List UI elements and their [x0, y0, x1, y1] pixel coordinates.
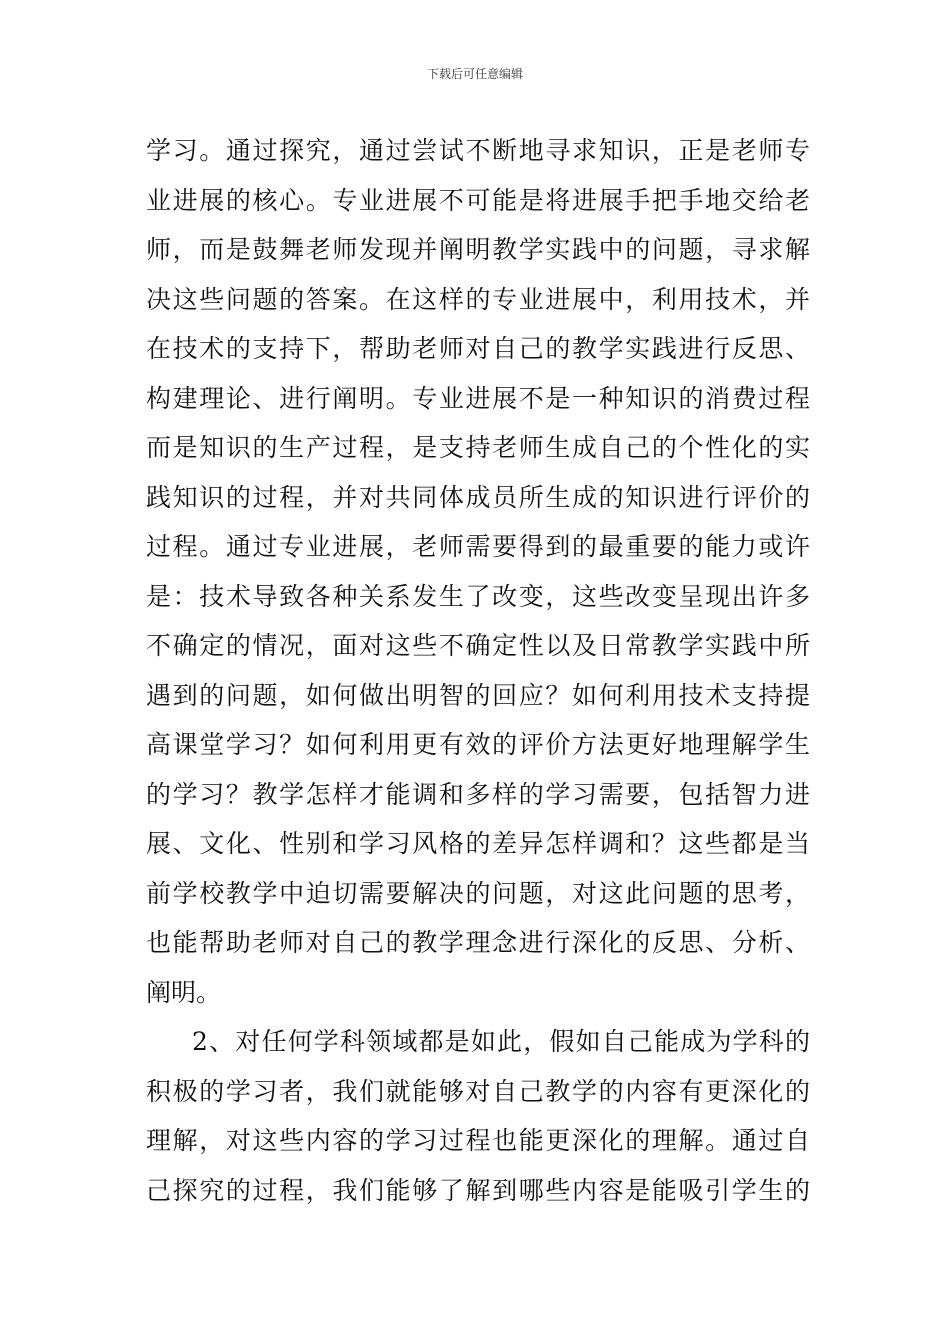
- text-line: 高课堂学习？如何利用更有效的评价方法更好地理解学生: [146, 730, 810, 759]
- text-line: 理解，对这些内容的学习过程也能更深化的理解。通过自: [146, 1126, 810, 1155]
- text-line: 展、文化、性别和学习风格的差异怎样调和？这些都是当: [146, 829, 810, 858]
- text-line: 决这些问题的答案。在这样的专业进展中，利用技术，并: [146, 284, 810, 314]
- text-line: 过程。通过专业进展，老师需要得到的最重要的能力或许: [146, 532, 810, 561]
- text-line: 的学习？教学怎样才能调和多样的学习需要，包括智力进: [146, 779, 810, 809]
- text-line: 前学校教学中迫切需要解决的问题，对这此问题的思考，: [146, 878, 810, 908]
- text-line: 也能帮助老师对自己的教学理念进行深化的反思、分析、: [146, 928, 810, 957]
- text-line: 业进展的核心。专业进展不可能是将进展手把手地交给老: [146, 185, 810, 215]
- text-line: 不确定的情况，面对这些不确定性以及日常教学实践中所: [146, 631, 810, 660]
- text-line: 构建理论、进行阐明。专业进展不是一种知识的消费过程: [146, 383, 810, 413]
- text-line: 学习。通过探究，通过尝试不断地寻求知识，正是老师专: [146, 136, 810, 165]
- text-line: 己探究的过程，我们能够了解到哪些内容是能吸引学生的: [146, 1175, 810, 1205]
- text-line: 是：技术导致各种关系发生了改变，这些改变呈现出许多: [146, 581, 810, 611]
- text-line: 遇到的问题，如何做出明智的回应？如何利用技术支持提: [146, 680, 810, 710]
- text-line: 积极的学习者，我们就能够对自己教学的内容有更深化的: [146, 1076, 810, 1106]
- text-line: 阐明。: [146, 977, 222, 1007]
- text-line: 在技术的支持下，帮助老师对自己的教学实践进行反思、: [146, 334, 810, 363]
- body-text: [146, 126, 810, 1215]
- text-line: 师，而是鼓舞老师发现并阐明教学实践中的问题，寻求解: [146, 235, 810, 264]
- text-line: 而是知识的生产过程，是支持老师生成自己的个性化的实: [146, 433, 810, 462]
- text-line: 践知识的过程，并对共同体成员所生成的知识进行评价的: [146, 482, 810, 512]
- text-line-paragraph-start: 2、对任何学科领域都是如此，假如自己能成为学科的: [192, 1027, 810, 1056]
- page-header: 下载后可任意编辑: [426, 67, 523, 81]
